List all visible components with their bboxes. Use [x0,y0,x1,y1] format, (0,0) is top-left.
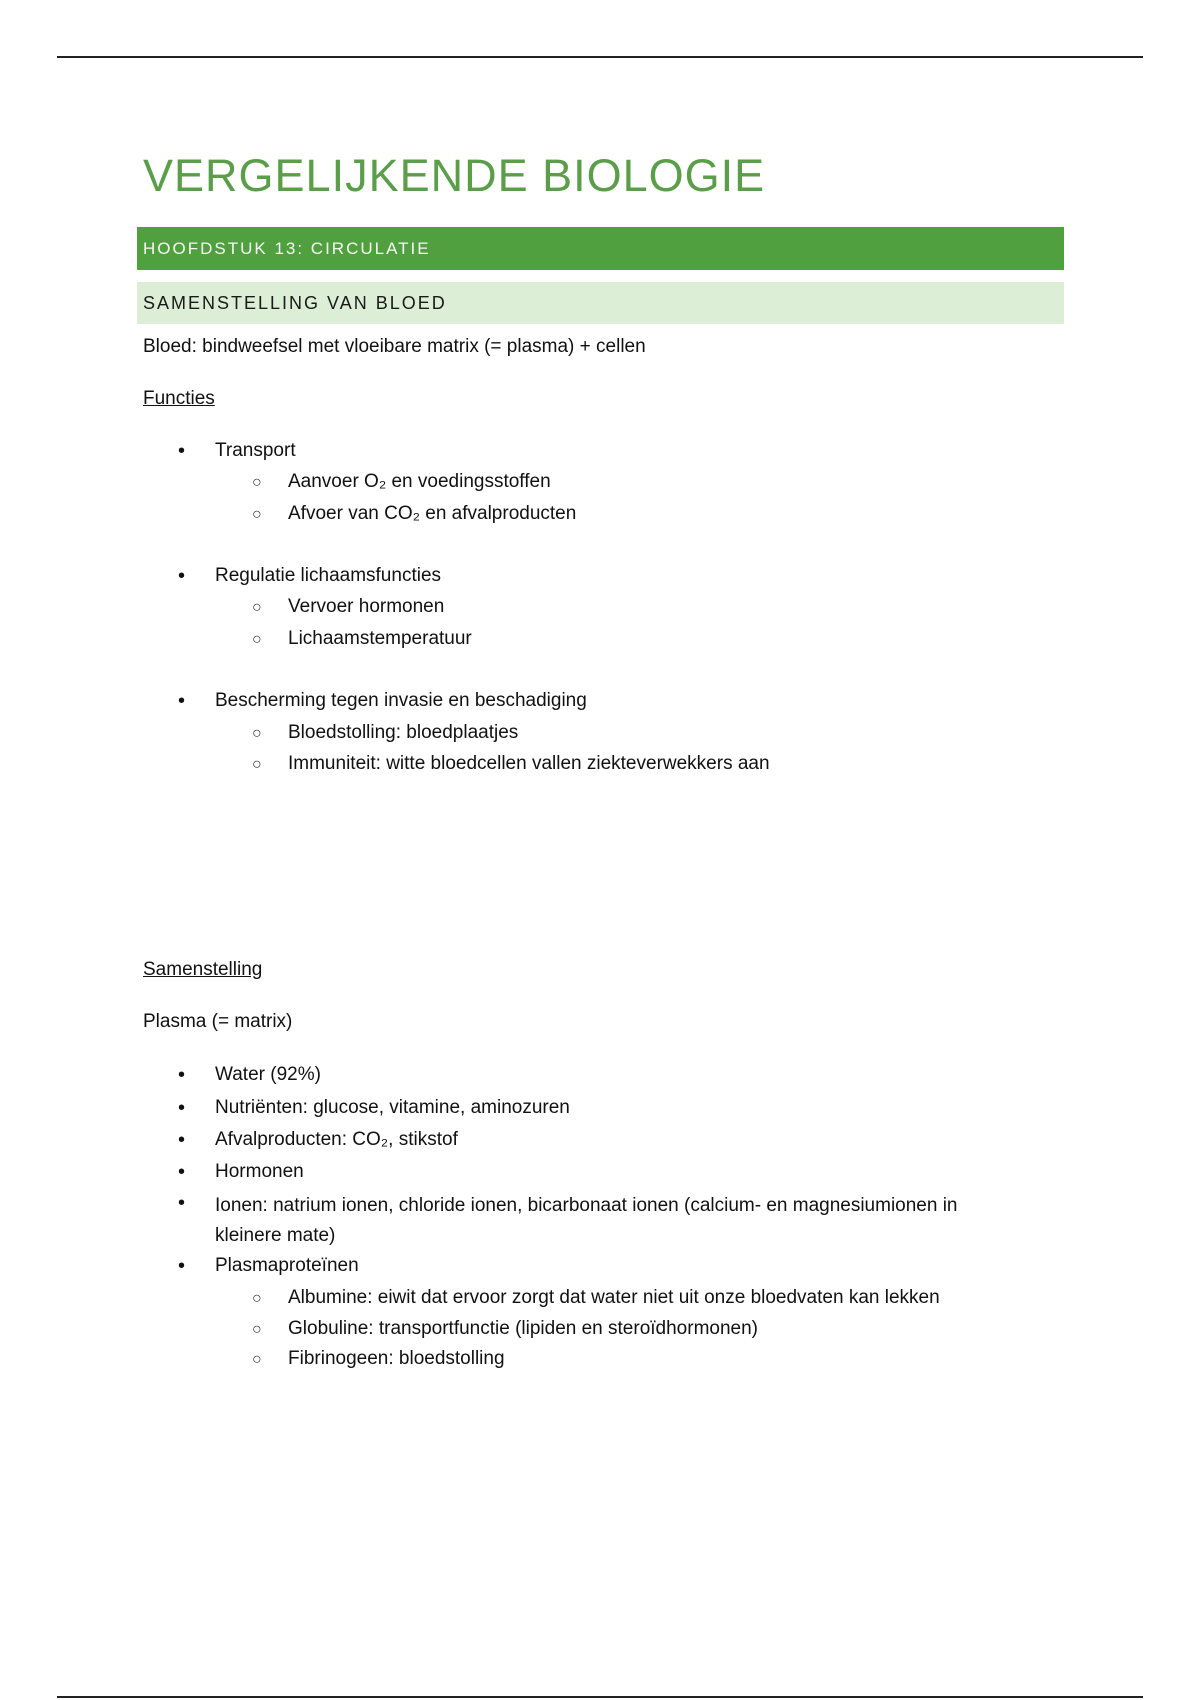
samenstelling-heading: Samenstelling [143,959,263,980]
circle-bullet-icon: ○ [252,506,262,523]
circle-bullet-icon: ○ [252,756,262,773]
intro-text: Bloed: bindweefsel met vloeibare matrix (= plasma) + cellen [143,336,646,357]
footer-rule [57,1696,1143,1698]
circle-bullet-icon: ○ [252,631,262,648]
bullet-icon: • [178,690,186,712]
bullet-icon: • [178,440,186,462]
bullet-icon: • [178,1192,186,1214]
section-heading: SAMENSTELLING VAN BLOED [137,282,1064,324]
bullet-icon: • [178,1255,186,1277]
circle-bullet-icon: ○ [252,1351,262,1368]
circle-bullet-icon: ○ [252,1290,262,1307]
plasma-label: Plasma (= matrix) [143,1011,293,1032]
circle-bullet-icon: ○ [252,474,262,491]
circle-bullet-icon: ○ [252,599,262,616]
chapter-heading: HOOFDSTUK 13: CIRCULATIE [137,227,1064,270]
bullet-icon: • [178,1064,186,1086]
bullet-icon: • [178,1161,186,1183]
circle-bullet-icon: ○ [252,1321,262,1338]
header-rule [57,56,1143,58]
document-title: VERGELIJKENDE BIOLOGIE [143,150,766,201]
bullet-icon: • [178,565,186,587]
circle-bullet-icon: ○ [252,725,262,742]
functies-heading: Functies [143,388,215,409]
bullet-icon: • [178,1097,186,1119]
bullet-icon: • [178,1129,186,1151]
